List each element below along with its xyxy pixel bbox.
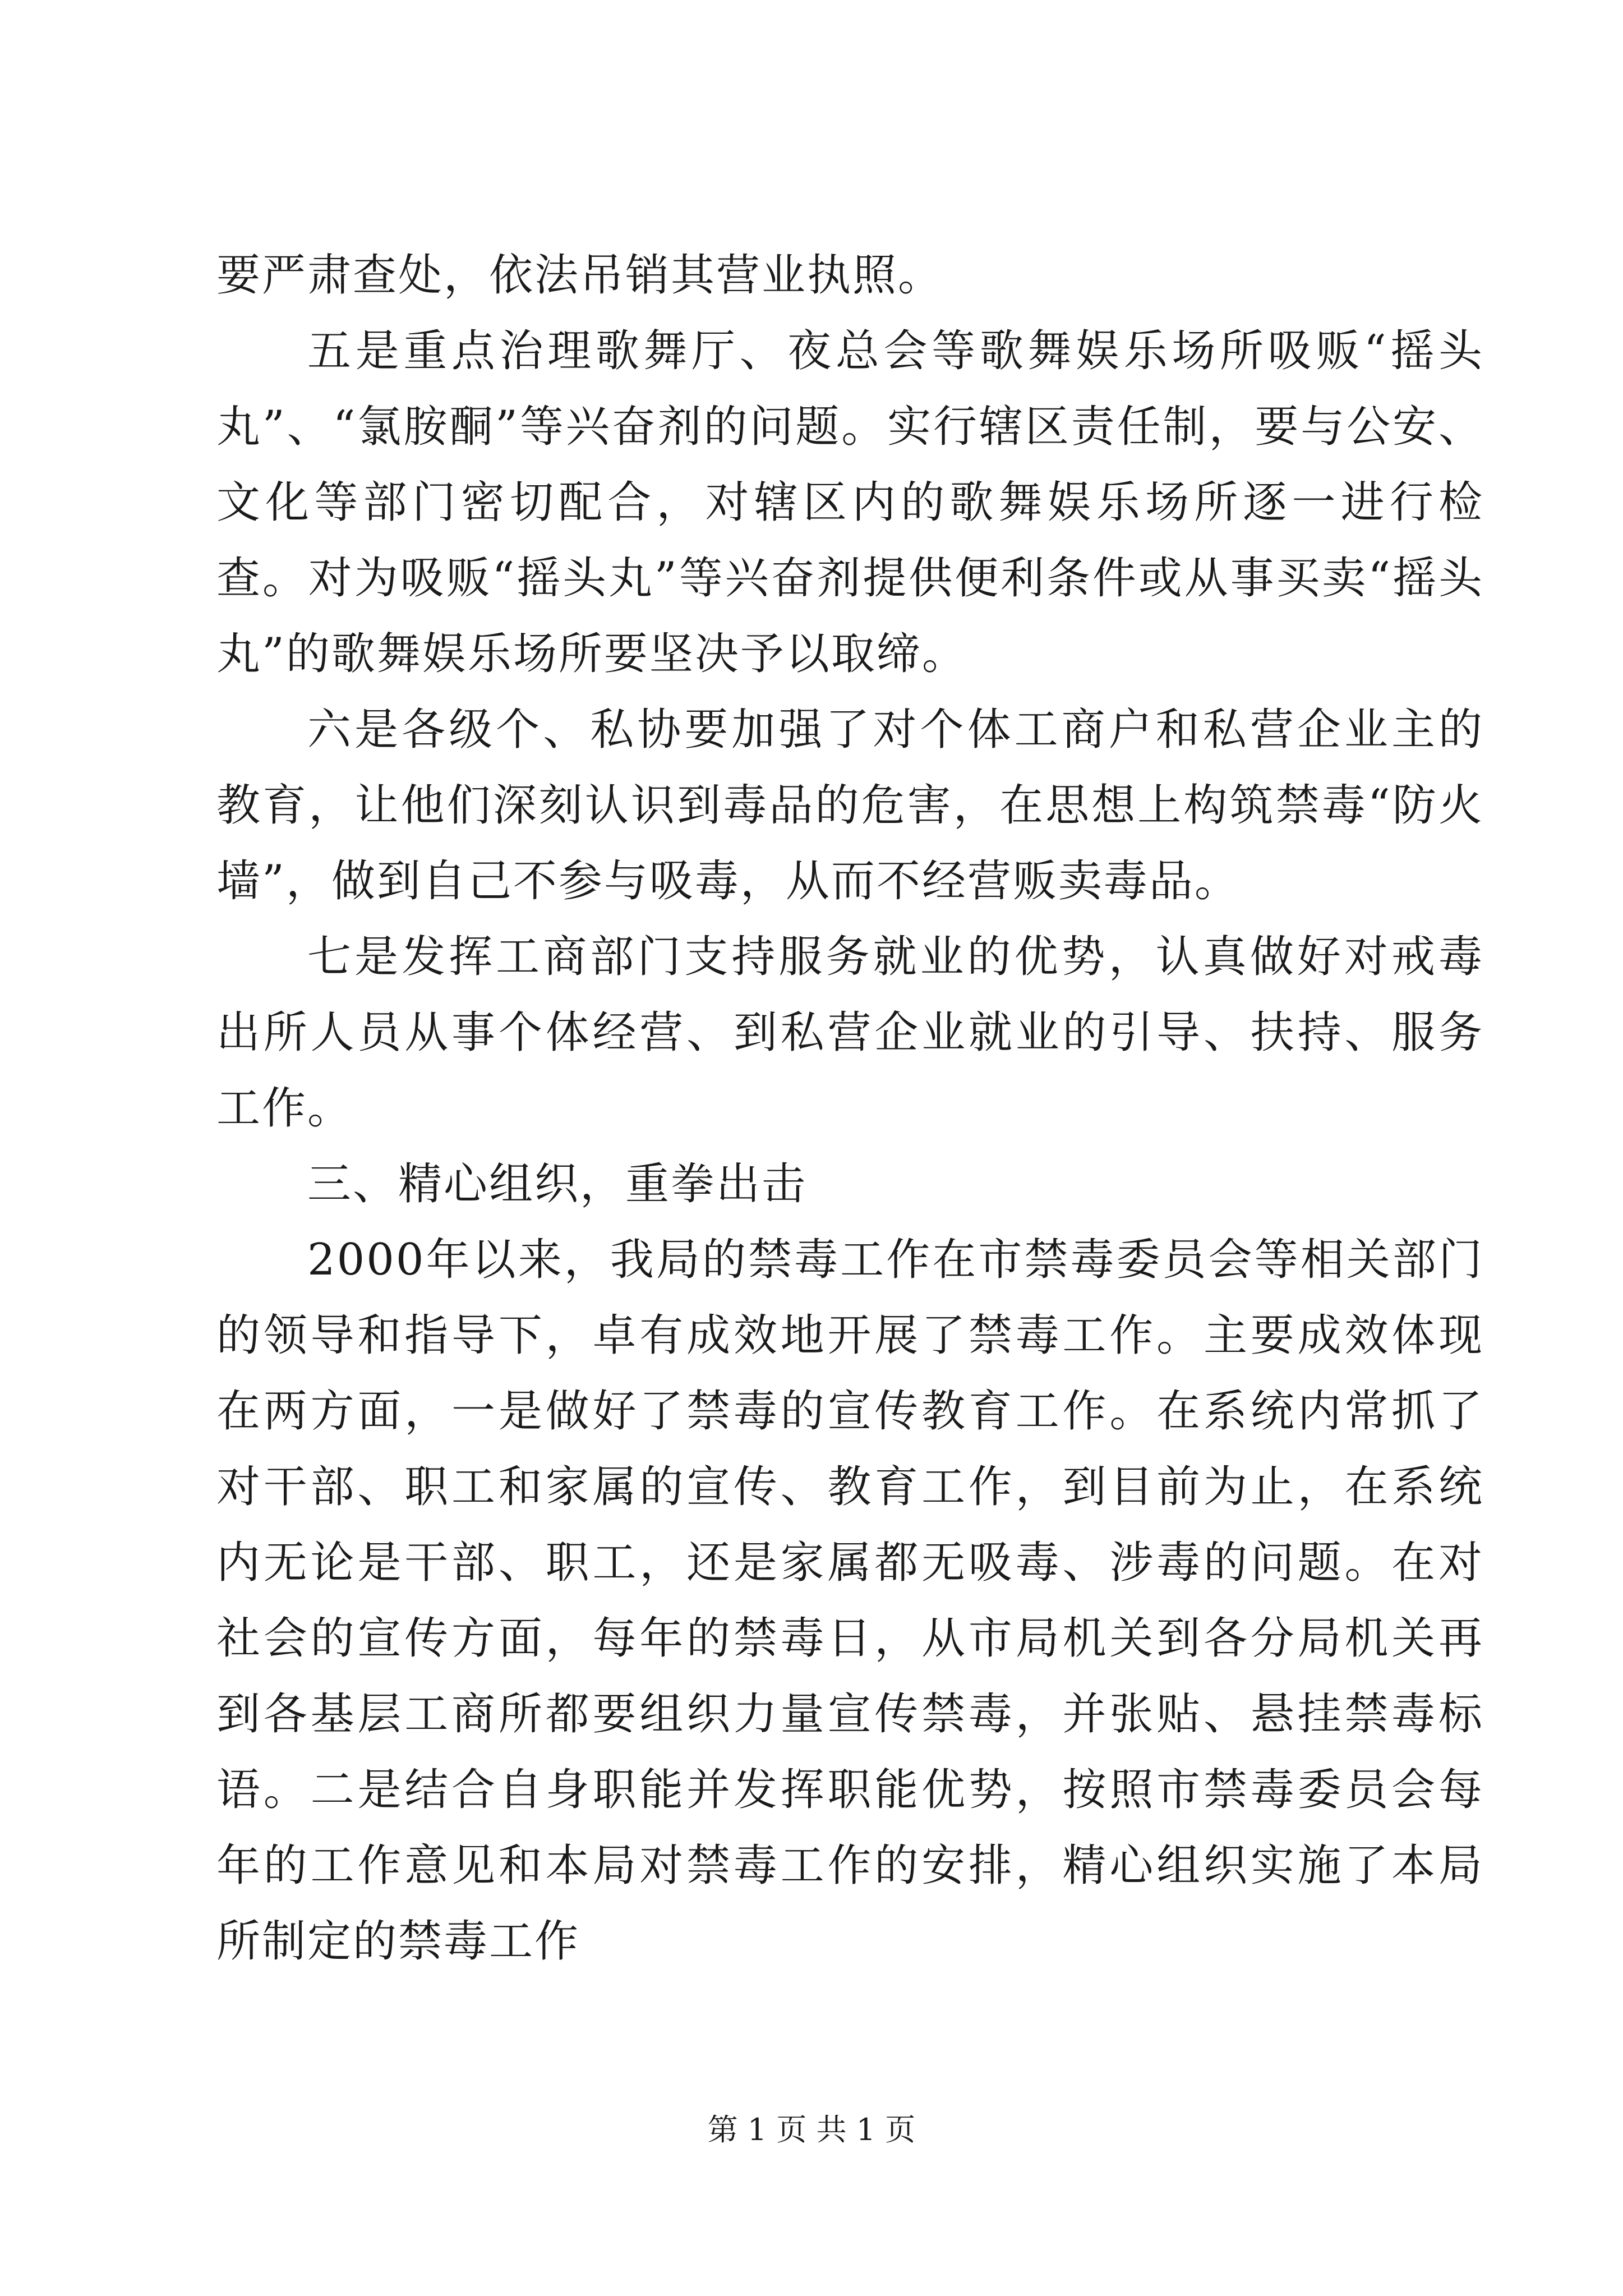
- document-body: [216, 238, 1484, 1980]
- paragraph-2: 五是重点治理歌舞厅、夜总会等歌舞娱乐场所吸贩“摇头丸”、“氯胺酮”等兴奋剂的问题。实行辖区责任制，要与公安、文化等部门密切配合，对辖区内的歌舞娱乐场所逐一进行检查。对为吸贩“摇头丸”等兴奋剂提供便利条件或从事买卖“摇头丸”的歌舞娱乐场所要坚决予以取缔。: [216, 326, 1484, 679]
- paragraph-5: 2000年以来，我局的禁毒工作在市禁毒委员会等相关部门的领导和指导下，卓有成效地开展了禁毒工作。主要成效体现在两方面，一是做好了禁毒的宣传教育工作。在系统内常抓了对干部、职工和家属的宣传、教育工作，到目前为止，在系统内无论是干部、职工，还是家属都无吸毒、涉毒的问题。在对社会的宣传方面，每年的禁毒日，从市局机关到各分局机关再到各基层工商所都要组织力量宣传禁毒，并张贴、悬挂禁毒标语。二是结合自身职能并发挥职能优势，按照市禁毒委员会每年的工作意见和本局对禁毒工作的安排，精心组织实施了本局所制定的禁毒工作: [216, 1235, 1484, 1967]
- page-footer: 第 1 页 共 1 页: [707, 2112, 916, 2147]
- paragraph-4: 七是发挥工商部门支持服务就业的优势，认真做好对戒毒出所人员从事个体经营、到私营企业就业的引导、扶持、服务工作。: [216, 932, 1484, 1134]
- section-heading: 三、精心组织，重拳出击: [307, 1159, 808, 1209]
- paragraph-3: 六是各级个、私协要加强了对个体工商户和私营企业主的教育，让他们深刻认识到毒品的危害，在思想上构筑禁毒“防火墙”，做到自己不参与吸毒，从而不经营贩卖毒品。: [216, 705, 1484, 907]
- paragraph-1: 要严肃查处，依法吊销其营业执照。: [216, 250, 944, 301]
